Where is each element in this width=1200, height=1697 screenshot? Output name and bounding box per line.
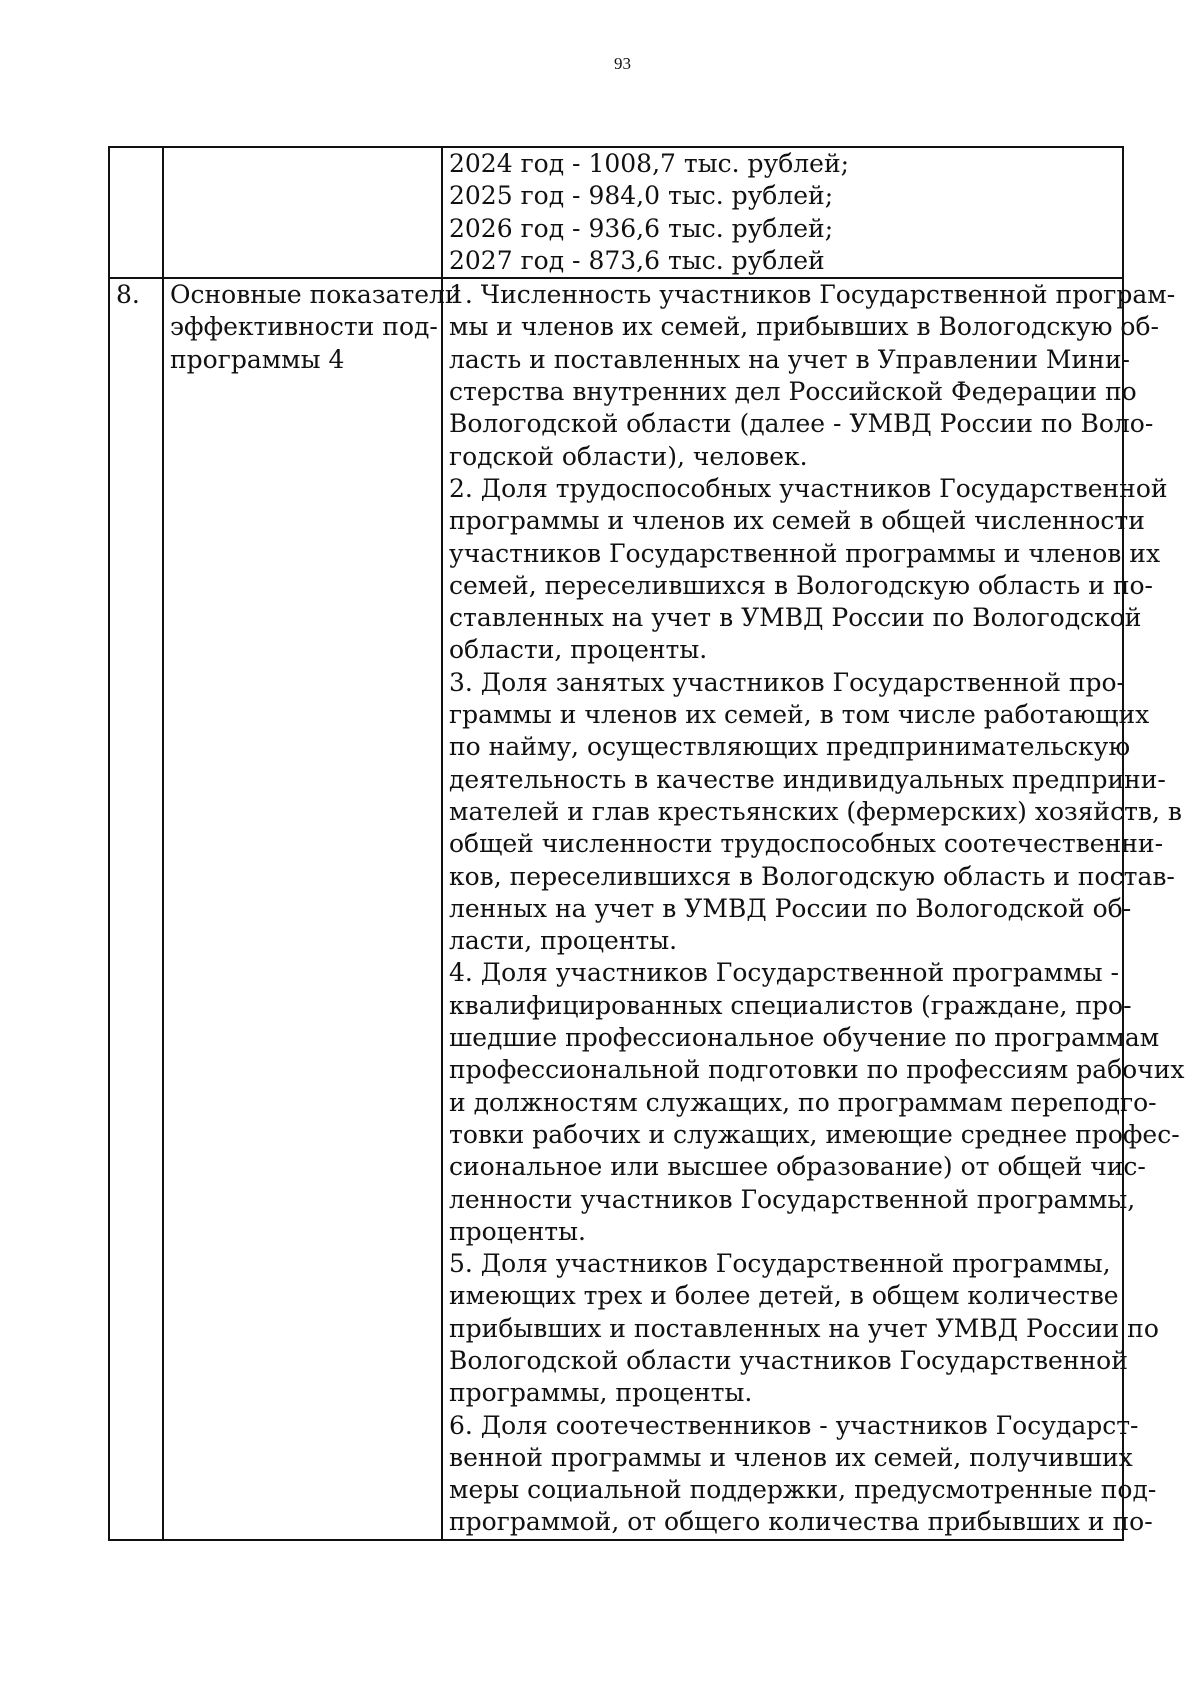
indicator-text-line: мателей и глав крестьянских (фермерских) хозяйств, в <box>449 796 1182 826</box>
title-line: программы 4 <box>170 344 345 374</box>
indicator-text-line: общей численности трудоспособных соотечественни- <box>449 829 1164 859</box>
indicator-text-line: проценты. <box>449 1216 586 1246</box>
indicator-text-line: ставленных на учет в УМВД России по Вологодской <box>449 603 1142 633</box>
indicator-text-line: 4. Доля участников Государственной программы - <box>449 958 1119 988</box>
indicator-text-line: ласть и поставленных на учет в Управлении Мини- <box>449 344 1130 374</box>
funding-line: 2027 год - 873,6 тыс. рублей <box>449 245 825 275</box>
indicator-text-line: сиональное или высшее образование) от общей чис- <box>449 1152 1146 1182</box>
indicator-text-line: 6. Доля соотечественников - участников Государст- <box>449 1410 1139 1440</box>
indicator-text-line: ленных на учет в УМВД России по Вологодской об- <box>449 893 1132 923</box>
table-row-funding <box>109 147 1123 278</box>
indicator-text-line: Вологодской области участников Государственной <box>449 1345 1128 1375</box>
row-number-cell: 8. <box>109 278 163 1540</box>
indicator-text-line: 5. Доля участников Государственной программы, <box>449 1249 1111 1279</box>
indicator-text-line: Вологодской области (далее - УМВД России по Воло- <box>449 409 1154 439</box>
indicator-text-line: ласти, проценты. <box>449 926 678 956</box>
funding-line: 2025 год - 984,0 тыс. рублей; <box>449 181 834 211</box>
indicator-text-line: шедшие профессиональное обучение по программам <box>449 1023 1160 1053</box>
indicator-text-line: профессиональной подготовки по профессиям рабочих <box>449 1055 1185 1085</box>
indicator-text-line: прибывших и поставленных на учет УМВД России по <box>449 1313 1159 1343</box>
indicator-text-line: ков, переселившихся в Вологодскую область и постав- <box>449 861 1175 891</box>
indicator-text-line: по найму, осуществляющих предпринимательскую <box>449 732 1131 762</box>
indicator-text-line: имеющих трех и более детей, в общем количестве <box>449 1281 1119 1311</box>
indicator-text-line: венной программы и членов их семей, получивших <box>449 1442 1133 1472</box>
indicator-text-line: меры социальной поддержки, предусмотренные под- <box>449 1475 1157 1505</box>
indicator-text-line: товки рабочих и служащих, имеющие среднее профес- <box>449 1119 1180 1149</box>
indicator-text-line: и должностям служащих, по программам переподго- <box>449 1087 1157 1117</box>
indicator-text-line: деятельность в качестве индивидуальных предприни- <box>449 764 1166 794</box>
indicator-text-line: программой, от общего количества прибывших и по- <box>449 1507 1153 1537</box>
indicator-text-line: 1. Численность участников Государственной програм- <box>449 280 1176 310</box>
funding-line: 2026 год - 936,6 тыс. рублей; <box>449 213 834 243</box>
indicator-text-line: программы и членов их семей в общей численности <box>449 506 1145 536</box>
title-line: Основные показатели <box>170 280 462 310</box>
indicator-text-line: области, проценты. <box>449 635 708 665</box>
funding-title-cell <box>163 147 442 278</box>
indicator-text-line: годской области), человек. <box>449 441 808 471</box>
indicator-text-line: семей, переселившихся в Вологодскую область и по- <box>449 570 1154 600</box>
indicator-text-line: программы, проценты. <box>449 1378 753 1408</box>
indicator-text-line: 2. Доля трудоспособных участников Государственной <box>449 473 1168 503</box>
indicators-title-cell <box>163 278 462 1540</box>
indicator-text-line: стерства внутренних дел Российской Федерации по <box>449 377 1137 407</box>
indicator-text-line: ленности участников Государственной программы, <box>449 1184 1136 1214</box>
indicator-text-line: 3. Доля занятых участников Государственной про- <box>449 667 1125 697</box>
indicator-text-line: квалифицированных специалистов (граждане, про- <box>449 990 1132 1020</box>
funding-content-cell <box>442 147 1123 278</box>
indicator-text-line: граммы и членов их семей, в том числе работающих <box>449 700 1150 730</box>
indicator-text-line: мы и членов их семей, прибывших в Вологодскую об- <box>449 312 1159 342</box>
indicator-text-line: участников Государственной программы и членов их <box>449 538 1161 568</box>
table-row-indicators <box>109 278 1123 1540</box>
funding-line: 2024 год - 1008,7 тыс. рублей; <box>449 149 850 178</box>
page-number: 93 <box>614 54 631 73</box>
funding-number-cell <box>109 147 163 278</box>
indicators-content-cell <box>442 278 1185 1540</box>
title-line: эффективности под- <box>170 312 438 342</box>
program-passport-table <box>108 146 1185 1541</box>
